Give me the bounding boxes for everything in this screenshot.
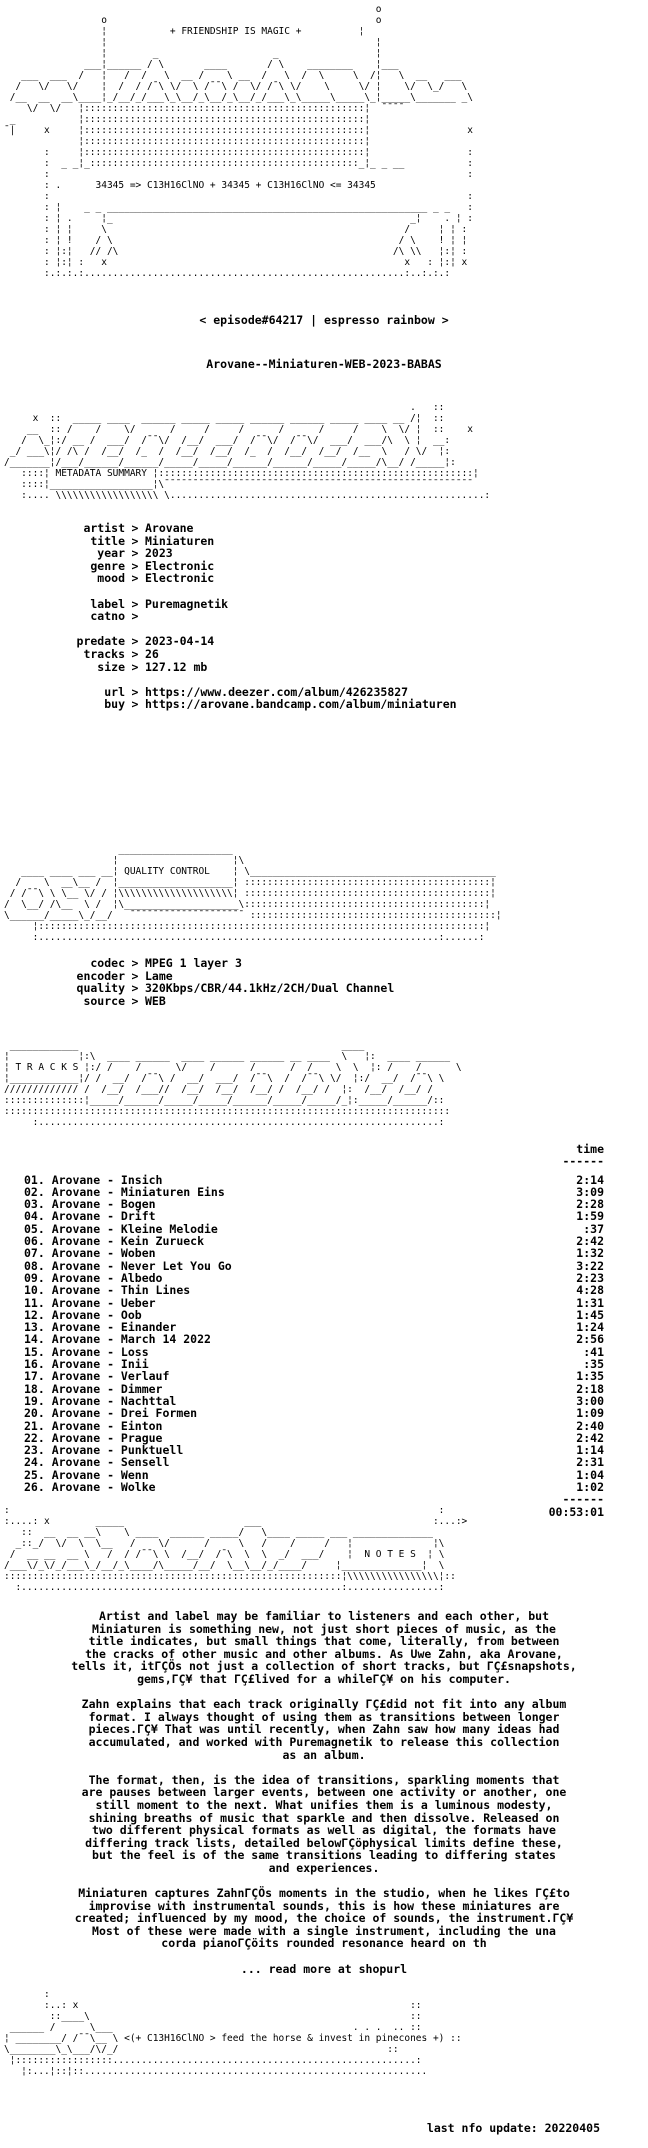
meta-tracks: tracks > 26 xyxy=(83,646,159,661)
track-row xyxy=(24,1210,604,1222)
track-duration: 1:24 xyxy=(576,1320,604,1335)
track-title: 24. Arovane - Sensell xyxy=(24,1455,170,1470)
notes-paragraph: Artist and label may be familiar to listeners and each other, but Miniaturen is something new, not just short pieces of music, as the title indicates, but small things that come, literally, from between the cracks of other music and other albums. As Uwe Zahn, aka Arovane, tells it, itΓÇÖs not just a collection of short tracks, but ΓÇ£snapshots, gems,ΓÇ¥ that ΓÇ£lived for a whileΓÇ¥ on his computer. xyxy=(71,1609,577,1686)
track-duration: 1:14 xyxy=(576,1443,604,1458)
track-duration: 1:31 xyxy=(576,1295,604,1310)
track-list-rule-top: ------ xyxy=(562,1154,604,1169)
track-duration: 2:31 xyxy=(576,1455,604,1470)
track-title: 21. Arovane - Einton xyxy=(24,1418,163,1433)
track-title: 12. Arovane - Oob xyxy=(24,1307,142,1322)
notes-block xyxy=(40,1610,608,1988)
track-title: 06. Arovane - Kein Zurueck xyxy=(24,1234,205,1249)
notes-paragraph: The format, then, is the idea of transitions, sparkling moments that are pauses between larger events, between one activity or another, one still moment to the next. What unifies them is a luminous modesty, shining breaths of music that sparkle and then dissolve. Released on two different physical formats as well as digital, the formats have differing track lists, detailed belowΓÇöphysical limits define these, but the feel is of the same transitions leading to differing states and experiences. xyxy=(81,1772,567,1875)
meta-title: title > Miniaturen xyxy=(90,533,215,548)
track-duration: 3:00 xyxy=(576,1393,604,1408)
meta-artist: artist > Arovane xyxy=(83,521,194,535)
quality-encoder: encoder > Lame xyxy=(76,968,173,983)
track-title: 11. Arovane - Ueber xyxy=(24,1295,156,1310)
track-row xyxy=(24,1420,604,1432)
track-duration: 1:59 xyxy=(576,1209,604,1224)
meta-buy-link[interactable]: https://arovane.bandcamp.com/album/miniaturen xyxy=(145,697,457,712)
meta-url[interactable]: url > https://www.deezer.com/album/426235827 xyxy=(104,684,409,699)
track-title: 15. Arovane - Loss xyxy=(24,1344,149,1359)
track-title: 02. Arovane - Miniaturen Eins xyxy=(24,1184,225,1199)
track-duration: 1:09 xyxy=(576,1406,604,1421)
track-title: 05. Arovane - Kleine Melodie xyxy=(24,1221,218,1236)
track-title: 18. Arovane - Dimmer xyxy=(24,1381,163,1396)
quality-block xyxy=(0,957,648,1007)
track-title: 07. Arovane - Woben xyxy=(24,1246,156,1261)
track-duration: 2:28 xyxy=(576,1197,604,1212)
track-duration: :37 xyxy=(583,1221,604,1236)
metadata-title: METADATA SUMMARY xyxy=(55,468,147,479)
notes-title: N O T E S xyxy=(364,1549,416,1560)
track-list xyxy=(24,1143,604,1518)
quality-quality: quality > 320Kbps/CBR/44.1kHz/2CH/Dual Channel xyxy=(76,981,395,996)
track-duration: 1:02 xyxy=(576,1480,604,1495)
track-title: 17. Arovane - Verlauf xyxy=(24,1369,170,1384)
track-duration: 2:42 xyxy=(576,1234,604,1249)
footer-slogan: <(+ C13H16ClNO > feed the horse & invest in pinecones +) xyxy=(124,2033,445,2044)
meta-catno: catno > xyxy=(90,609,139,624)
track-duration: 1:04 xyxy=(576,1467,604,1482)
track-row xyxy=(24,1247,604,1259)
meta-genre: genre > Electronic xyxy=(90,558,215,573)
track-duration: 2:40 xyxy=(576,1418,604,1433)
time-column-header: time xyxy=(576,1142,604,1156)
episode-line: < episode#64217 | espresso rainbow > xyxy=(199,313,449,327)
track-title: 10. Arovane - Thin Lines xyxy=(24,1283,191,1298)
track-title: 26. Arovane - Wolke xyxy=(24,1480,156,1495)
track-title: 25. Arovane - Wenn xyxy=(24,1467,149,1482)
read-more[interactable]: ... read more at shopurl xyxy=(240,1961,408,1976)
track-duration: 3:22 xyxy=(576,1258,604,1273)
quality-codec: codec > MPEG 1 layer 3 xyxy=(90,956,242,970)
notes-paragraph: Zahn explains that each track originally ΓÇ£did not fit into any album format. I always thought of using them as transitions between longer pieces.ΓÇ¥ That was until recently, when Zahn saw how many ideas had accumulated, and worked with Puremagnetik to release this collection as an album. xyxy=(81,1697,567,1762)
track-title: 01. Arovane - Insich xyxy=(24,1172,163,1187)
track-row xyxy=(24,1407,604,1419)
track-duration: 4:28 xyxy=(576,1283,604,1298)
track-duration: :41 xyxy=(583,1344,604,1359)
meta-predate: predate > 2023-04-14 xyxy=(76,634,215,649)
quality-source: source > WEB xyxy=(83,993,166,1008)
meta-size: size > 127.12 mb xyxy=(97,659,208,674)
footer-ascii-art: : :..: x :: ::____\ :: ______ / \___ . . . .. :: ¦ ________/ /¯¯\__ \ <(+ C13H16ClNO > feed the horse & invest in pinecones +) :: \________\_\___/\/_/ :: ¦:::::::::::::::::.....................................................: ¦:...¦::¦::............................................................ xyxy=(4,1989,462,2077)
track-title: 08. Arovane - Never Let You Go xyxy=(24,1258,232,1273)
track-title: 03. Arovane - Bogen xyxy=(24,1197,156,1212)
meta-mood: mood > Electronic xyxy=(97,571,215,586)
meta-label: label > Puremagnetik xyxy=(90,596,229,611)
track-row xyxy=(24,1297,604,1309)
quality-banner-art: ____________________ ¦ ¦\ ____ ____ ___ __¦ QUALITY CONTROL ¦ \___________________________________________ / \ __\__ / ¦____________________¦ :::::::::::::::::::::::::::::::::::::::::::¦ / /¯¯\ \ \__ \/ / ¦\\\\\\\\\\\\\\\\\\\\¦ :::::::::::::::::::::::::::::::::::::::::::¦ / \__/ /\__ \ / ¦\____________________\::::::::::::::::::::::::::::::::::::::::::¦ \______/_____\_/__/ ¯¯¯¯¯¯¯¯¯¯¯¯¯¯¯¯¯¯¯¯ :::::::::::::::::::::::::::::::::::::::::::¦ ¦::::::::::::::::::::::::::::::::::::::::::::::::::::::::::::::::::::::::::::::¦ :......................................................................:......: xyxy=(4,844,502,943)
total-runtime: 00:53:01 xyxy=(548,1504,604,1519)
tracks-title: T R A C K S xyxy=(15,1062,79,1073)
tagline: + FRIENDSHIP IS MAGIC + xyxy=(169,26,302,37)
track-title: 23. Arovane - Punktuell xyxy=(24,1443,184,1458)
track-title: 22. Arovane - Prague xyxy=(24,1430,163,1445)
meta-year: year > 2023 xyxy=(97,546,173,561)
notes-paragraph: Miniaturen captures ZahnΓÇÖs moments in the studio, when he likes ΓÇ£to improvise with instrumental sounds, this is how these miniatures are created; influenced by my mood, the choice of sounds, the instrument.ΓÇ¥ Most of these were made with a single instrument, including the una corda pianoΓÇöits rounded resonance heard on th xyxy=(74,1886,574,1951)
quality-title: QUALITY CONTROL xyxy=(124,866,210,877)
track-title: 13. Arovane - Einander xyxy=(24,1320,177,1335)
track-title: 19. Arovane - Nachttal xyxy=(24,1393,177,1408)
tracks-banner-art: ____________ ____ ¦ ¦:\ ____ ______ ____ ______ ______ __ ____ \ ¦: ____ ______ ¦ T R A C K S ¦:/ / / \/ / / / / \ \ ¦: / / \ ¦____________¦/ / __/ /¯¯\ / __/ ___/ /¯¯\ / /¯¯\ \/ ¦:/ __/ /¯¯\ \ ///////////// / /__/ /___// /__/ /__/ /__/ / /__/ / ¦: /__/ /__/ / ::::::::::::::¦_____/______/_____/_____/______/_____/_____/_¦:_____/______/:: :::::::::::::::::::::::::::::::::::::::::::::::::::::::::::::::::::::::::::::: :......................................................................: xyxy=(4,1040,462,1128)
track-duration: 3:09 xyxy=(576,1184,604,1199)
track-duration: 2:56 xyxy=(576,1332,604,1347)
track-duration: 1:35 xyxy=(576,1369,604,1384)
track-row xyxy=(24,1333,604,1345)
track-row xyxy=(24,1370,604,1382)
track-title: 09. Arovane - Albedo xyxy=(24,1270,163,1285)
track-duration: 1:45 xyxy=(576,1307,604,1322)
release-name: Arovane--Miniaturen-WEB-2023-BABAS xyxy=(206,357,442,371)
formula: 34345 => C13H16ClNO + 34345 + C13H16ClNO <= 34345 xyxy=(95,180,376,191)
meta-url-link[interactable]: https://www.deezer.com/album/426235827 xyxy=(145,684,409,699)
metadata-block xyxy=(0,522,648,711)
track-list-header xyxy=(24,1143,604,1155)
track-duration: 2:14 xyxy=(576,1172,604,1187)
track-title: 04. Arovane - Drift xyxy=(24,1209,156,1224)
header-ascii-art: o o o ¦ + FRIENDSHIP IS MAGIC + ¦ ¦ ¦ ¦ _ _ ¦ ___¦______ / \ ____ / \ ________ ¦___ ___ ___ / ¦ / / \ __ / \ __ / \ / \ \ /¦ \ __ ___ / \/ \/ ¦ / / /¯\ \/ \ /¯¯\ / \/ /¯\ \/ \ \/ ¦ \/ \_/ \ /__ __ __\____¦_/__/_/___\_\__/_\__/_\__/_/___\_\_____\_____\_¦_____\_______ _\ \/ \/ ¦:::::::::::::::::::::::::::::::::::::::::::::::::¦ ¯¯¯¯ _ ¦:::::::::::::::::::::::::::::::::::::::::::::::::¦ ¯| x ¦:::::::::::::::::::::::::::::::::::::::::::::::::¦ x ¦:::::::::::::::::::::::::::::::::::::::::::::::::¦ : ¦:::::::::::::::::::::::::::::::::::::::::::::::::¦ : : _ _¦_:::::::::::::::::::::::::::::::::::::::::::::::_¦_ _ __ : : : : . 34345 => C13H16ClNO + 34345 + C13H16ClNO <= 34345 : : : ¦ _ _ ________________________________________________________ _ _ : : ¦ . ¦_ _¦ . ¦ : : ¦ ¦ \ / ¦ ¦ : : ¦ ! / \ / \ ! ¦ ¦ : ¦:¦ // /\ /\ \\ ¦:¦ : : ¦:¦ : x x : ¦:¦ x :.:.:.:........................................................:..:.:.: xyxy=(4,4,473,279)
track-row xyxy=(24,1456,604,1468)
track-duration: 2:42 xyxy=(576,1430,604,1445)
track-duration: :35 xyxy=(583,1357,604,1372)
track-row xyxy=(24,1284,604,1296)
track-duration: 2:23 xyxy=(576,1270,604,1285)
track-duration: 2:18 xyxy=(576,1381,604,1396)
track-row xyxy=(24,1481,604,1493)
meta-buy[interactable]: buy > https://arovane.bandcamp.com/album/miniaturen xyxy=(104,697,457,712)
track-title: 16. Arovane - Inii xyxy=(24,1357,149,1372)
metadata-banner-art: . :: x :: _____ ____ ______ _____ _____ ______ ______ _____ ____ __ /¦ :: __ :: / / \/ / / / / / / \ \/ ¦ :: x / \_¦:/ __ / ___/ /¯¯\/ /__/ ___/ /¯¯\/ /¯¯\/ ___/ ___/\ \ ¦ __: _/ ___\¦/ /\ / /__/ /_ / /__/ /__/ /_ / /__/ /__/ /__ \ / \/ ¦: /_______¦/___/______/______/_____/_____/______/______/_____/_____/\__/ /_____¦: ::::¦ METADATA SUMMARY ¦:::::::::::::::::::::::::::::::::::::::::::::::::::::::¦ ::::¦__________________¦\¯¯¯¯¯¯¯¯¯¯¯¯¯¯¯¯¯¯¯¯¯¯¯¯¯¯¯¯¯¯¯¯¯¯¯¯¯¯¯¯¯¯¯¯¯¯¯¯¯¯¯¯¯¯ :.... \\\\\\\\\\\\\\\\\\ \.......................................................: xyxy=(4,402,491,501)
notes-banner-art: : : :....: x _____ ___ :...:> :: __ __ __\ \ ____ ______ _____/ \____ _____ ___ ______________ _::_/ \/ \ \__ / \/ / \ / / / ¦ ¦\ / __ __ __ \ / / /¯¯\ \ /__/ /¯\ \ \ _/ ___/ ¦ N O T E S ¦ \ /___\/_\/_/___\_/__/_\____/\_____/__/ \__\__/_/____/ ¦______________¦ \ :::::::::::::::::::::::::::::::::::::::::::::::::::::::::::¦\\\\\\\\\\\\\\\\¦:: :........................................................:................: xyxy=(4,1505,468,1593)
track-duration: 1:32 xyxy=(576,1246,604,1261)
track-list-rule-bottom: ------ xyxy=(562,1492,604,1507)
last-update: last nfo update: 20220405 xyxy=(426,2121,600,2135)
track-title: 20. Arovane - Drei Formen xyxy=(24,1406,198,1421)
track-title: 14. Arovane - March 14 2022 xyxy=(24,1332,211,1347)
